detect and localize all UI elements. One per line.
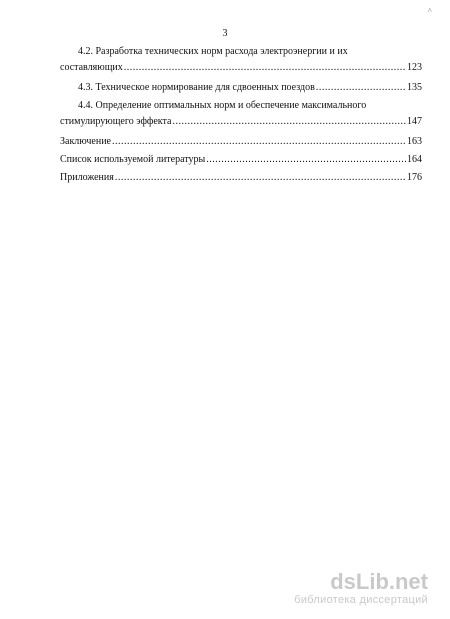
watermark (294, 570, 428, 607)
toc-entry-label: 4.4. Определение оптимальных норм и обеспечение максимального (78, 100, 367, 111)
watermark-subtitle: библиотека диссертаций (294, 594, 428, 606)
corner-mark: ˄ (427, 6, 432, 15)
toc-entry-4-2 (60, 44, 422, 76)
dot-leader (316, 80, 406, 96)
toc-entry-label: Заключение (60, 136, 111, 147)
toc-entry-title-line (60, 98, 422, 114)
dot-leader (124, 60, 406, 76)
toc-entry-title-line (60, 44, 422, 60)
toc-entry-appendices (60, 170, 422, 186)
toc-page-ref: 123 (407, 62, 422, 73)
toc-entry-label: 4.2. Разработка технических норм расхода электроэнергии и их (78, 46, 348, 57)
toc-entry-label: 4.3. Техническое нормирование для сдвоенных поездов (78, 82, 315, 93)
dot-leader (206, 152, 406, 168)
toc-entry-conclusion (60, 134, 422, 150)
toc-entry-references (60, 152, 422, 168)
dot-leader (115, 170, 406, 186)
toc-entry-4-4 (60, 98, 422, 130)
toc-entry-continuation (60, 60, 422, 76)
toc-entry-label-continued: стимулирующего эффекта (60, 116, 172, 127)
toc-page-ref: 135 (407, 82, 422, 93)
watermark-brand: dsLib.net (330, 569, 428, 594)
table-of-contents (60, 44, 422, 188)
toc-page-ref: 164 (407, 154, 422, 165)
toc-page-ref: 176 (407, 172, 422, 183)
toc-page-ref: 163 (407, 136, 422, 147)
toc-entry-4-3 (60, 80, 422, 96)
toc-entry-label-continued: составляющих (60, 62, 123, 73)
dot-leader (172, 114, 406, 130)
toc-entry-label: Приложения (60, 172, 114, 183)
page-number: 3 (222, 28, 228, 39)
toc-entry-continuation (60, 114, 422, 130)
dot-leader (112, 134, 406, 150)
toc-page-ref: 147 (407, 116, 422, 127)
toc-entry-label: Список используемой литературы (60, 154, 206, 165)
